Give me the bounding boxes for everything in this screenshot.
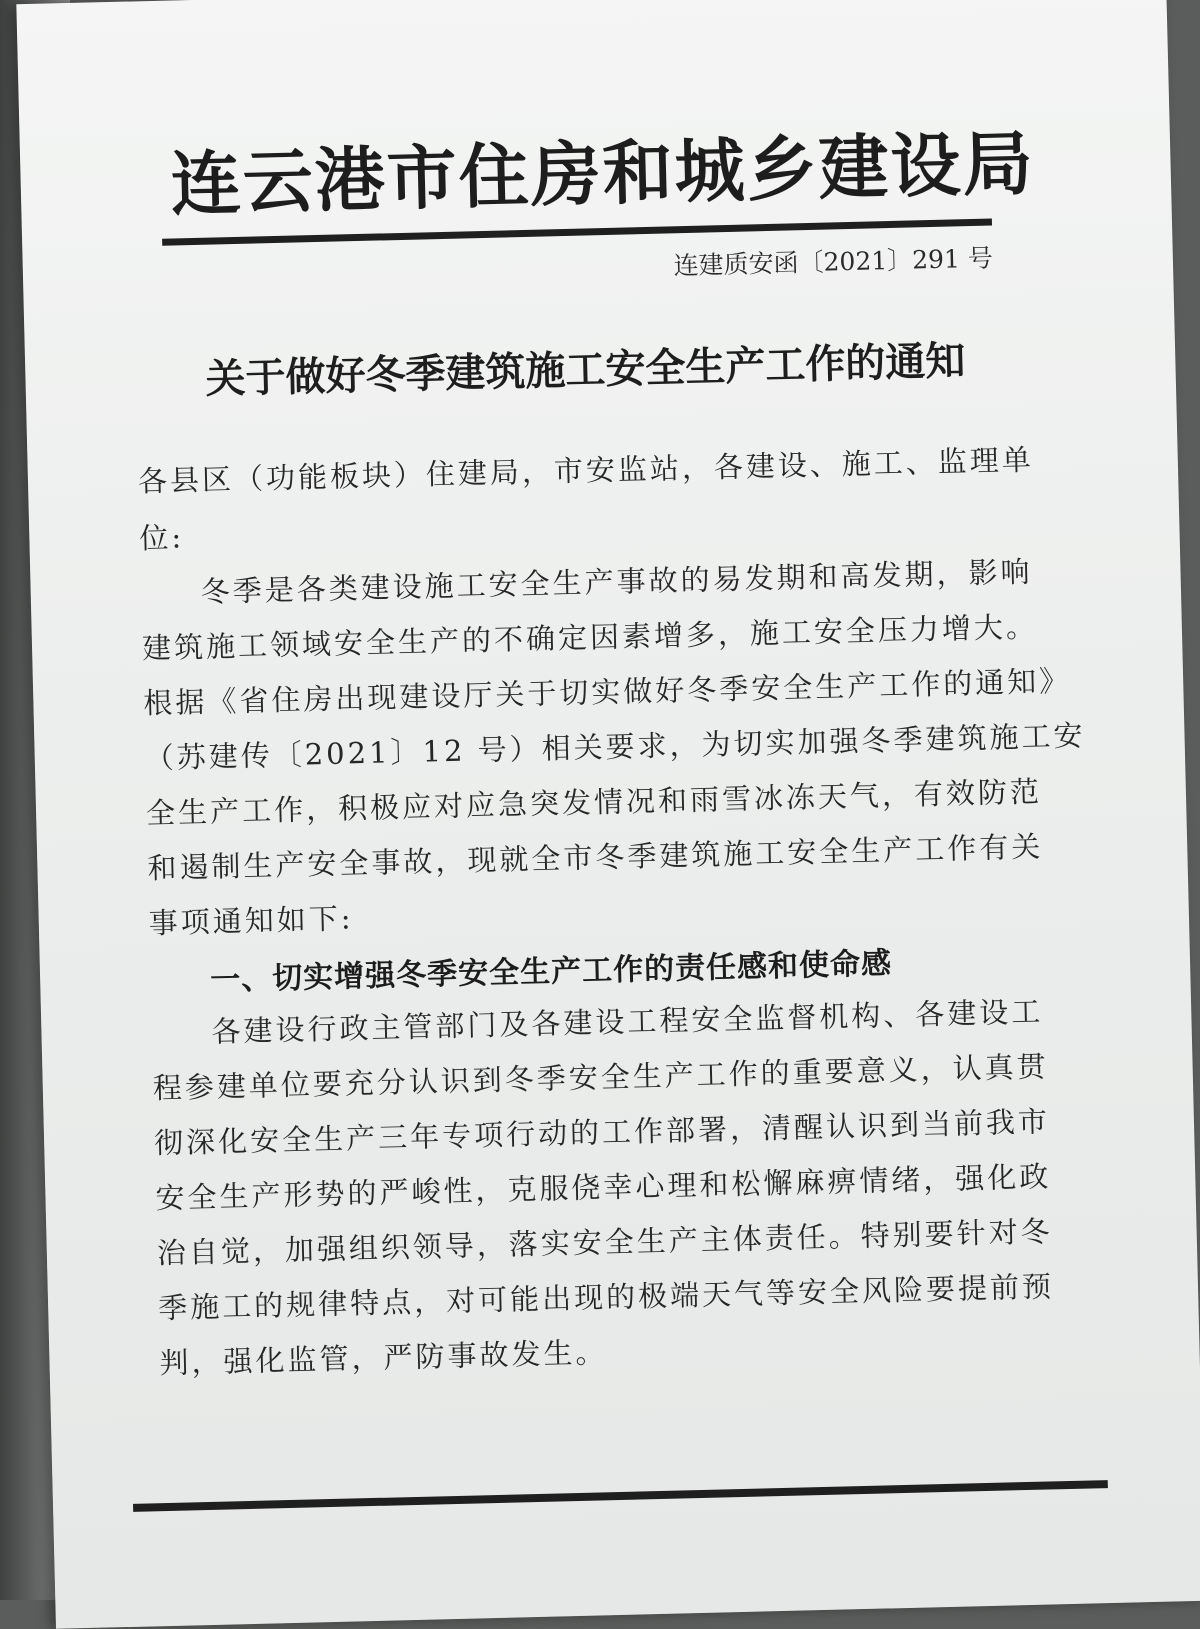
body-line: 程参建单位要充分认识到冬季安全生产工作的重要意义，认真贯 [152,1049,1050,1106]
footer-divider-line [133,1480,1108,1512]
notice-title: 关于做好冬季建筑施工安全生产工作的通知 [204,337,966,403]
body-line: 彻深化安全生产三年专项行动的工作部署，清醒认识到当前我市 [153,1104,1051,1161]
section-heading: 一、切实增强冬季安全生产工作的责任感和使命感 [209,946,893,998]
body-line: 各建设行政主管部门及各建设工程安全监督机构、各建设工 [211,994,1044,1049]
body-line: 和遏制生产安全事故，现就全市冬季建筑施工安全生产工作有关 [147,829,1044,886]
body-line: 季施工的规律特点，对可能出现的极端天气等安全风险要提前预 [157,1269,1055,1326]
issuing-organization-header: 连云港市住房和城乡建设局 [169,122,1036,226]
body-line: 各县区（功能板块）住建局，市安监站，各建设、施工、监理单 [137,442,1035,499]
body-line: （苏建传〔2021〕12 号）相关要求，为切实加强冬季建筑施工安 [144,718,1086,776]
body-line: 冬季是各类建设施工安全生产事故的易发期和高发期，影响 [200,554,1033,609]
body-line: 治自觉，加强组织领导，落实安全生产主体责任。特别要针对冬 [156,1214,1054,1271]
document-number: 连建质安函〔2021〕291 号 [673,243,994,281]
body-line: 根据《省住房出现建设厅关于切实做好冬季安全生产工作的通知》 [143,663,1072,721]
body-line: 全生产工作，积极应对应急突发情况和雨雪冰冻天气，有效防范 [145,774,1043,831]
body-line: 事项通知如下: [148,901,354,941]
body-line: 判，强化监管，严防事故发生。 [159,1335,608,1381]
body-line: 建筑施工领域安全生产的不确定因素增多，施工安全压力增大。 [141,609,1039,666]
document-page [16,0,1200,1629]
body-line: 安全生产形势的严峻性，克服侥幸心理和松懈麻痹情绪，强化政 [155,1159,1052,1216]
body-line: 位: [138,520,185,556]
